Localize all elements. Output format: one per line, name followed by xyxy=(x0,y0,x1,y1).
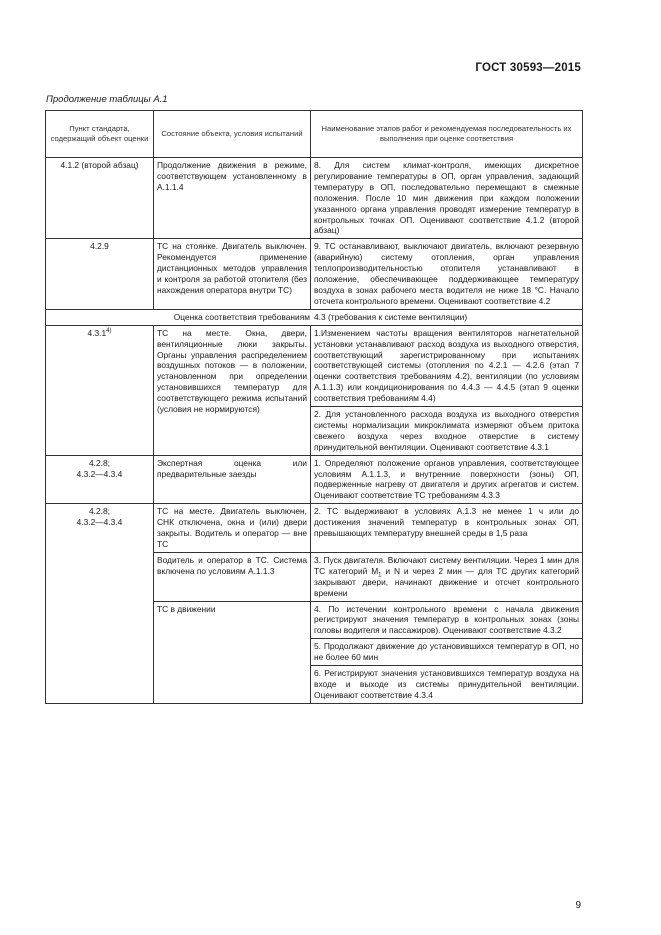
clause-cell xyxy=(46,504,154,704)
conditions-cell: ТС на стоянке. Двигатель выключен. Рекомендуется применение дистанционных методов управления и контроля за работой отопителя (без нахождения оператора внутри ТС) xyxy=(154,239,311,309)
clause-cell xyxy=(46,325,154,455)
stage-cell xyxy=(311,552,583,601)
conditions-cell: Водитель и оператор в ТС. Система включена по условиям А.1.1.3 xyxy=(154,552,311,601)
table-row xyxy=(46,504,583,553)
section-heading-right: 4.3 (требования к системе вентиляции) xyxy=(314,311,468,322)
stage-cell: 4. По истечении контрольного времени с начала движения регистрируют значения температур в контрольных зонах (зоны головы водителя и пассажиров). Оценивают соответствие 4.3.2 xyxy=(311,601,583,639)
conditions-cell: Экспертная оценка или предварительные заезды xyxy=(154,455,311,504)
clause-cell xyxy=(46,455,154,504)
conditions-cell: ТС на месте. Двигатель выключен, СНК отключена, окна и (или) двери закрыты. Водитель и оператор — вне ТС xyxy=(154,504,311,553)
stage-cell: 1. Определяют положение органов управления, соответствующее условиям А.1.1.3, и внутренние поверхности (зоны) ОП, подверженные нагреву от двигателя и других агрегатов и систем. Оценивают соответствие ТС требованиям 4.3.3 xyxy=(311,455,583,504)
clause-number: 4.3.1 xyxy=(87,327,107,338)
stage-cell: 2. ТС выдерживают в условиях А.1.3 не менее 1 ч или до достижения значений температур в контрольных зонах ОП, превышающих температуру внешней среды в 1,5 раза xyxy=(311,504,583,553)
conditions-cell: ТС на месте. Окна, двери, вентиляционные люки закрыты. Органы управления распределением воздушных потоков — в положении, установленном при определении установившихся температур для соответствующего режима испытаний (условия не нормируются) xyxy=(154,325,311,455)
section-row xyxy=(46,309,583,325)
clause-line: 4.3.2—4.3.4 xyxy=(76,517,123,528)
table-row xyxy=(46,325,583,406)
column-header-conditions: Состояние объекта, условия испытаний xyxy=(154,111,311,158)
assessment-table xyxy=(45,110,583,704)
clause-line: 4.2.8; xyxy=(89,506,110,517)
clause-cell: 4.1.2 (второй абзац) xyxy=(46,158,154,239)
stage-cell: 8. Для систем климат-контроля, имеющих дискретное регулирование температуры в ОП, орган управления, задающий температуру в ОП, последовательно перемещают в смежные положения. После 10 мин движения при каждом положении указанного органа управления проводят измерение температур в контрольных точках ОП. Оценивают соответствие 4.1.2 (второй абзац) xyxy=(311,158,583,239)
table-header-row xyxy=(46,111,583,158)
stage-cell: 6. Регистрируют значения установившихся температур воздуха на входе и выходе из системы принудительной вентиляции. Оценивают соответствие 4.3.4 xyxy=(311,666,583,704)
stage-text: 3. Пуск двигателя. Включают систему вентиляции. Через 1 мин для ТС категорий М xyxy=(314,554,579,576)
clause-line: 4.2.8; xyxy=(89,457,110,468)
column-header-clause: Пункт стандарта, содержащий объект оценки xyxy=(46,111,154,158)
table-row xyxy=(46,455,583,504)
conditions-cell: Продолжение движения в режиме, соответствующем установленному в А.1.1.4 xyxy=(154,158,311,239)
document-code: ГОСТ 30593—2015 xyxy=(475,62,581,74)
table-row xyxy=(46,158,583,239)
category-subscript: 1 xyxy=(378,572,382,579)
stage-cell: 9. ТС останавливают, выключают двигатель, включают резервную (аварийную) систему отопления, орган управления теплопроизводительностью отопителя устанавливают в положение, обеспечивающее поддерживающее температуру воздуха в зонах рабочего места водителя не ниже 18 °С. Начало отсчета контрольного времени. Оценивают соответствие 4.2 xyxy=(311,239,583,309)
footnote-marker: 4) xyxy=(106,327,112,334)
conditions-cell: ТС в движении xyxy=(154,601,311,703)
section-heading xyxy=(46,309,583,325)
clause-line: 4.3.2—4.3.4 xyxy=(76,468,123,479)
page-number: 9 xyxy=(575,900,581,911)
stage-cell: 2. Для установленного расхода воздуха из выходного отверстия системы нормализации микроклимата измеряют объем притока свежего воздуха через входное отверстие в систему принудительной вентиляции. Оценивают соответствие 4.3.1 xyxy=(311,407,583,456)
stage-cell: 1.Изменением частоты вращения вентиляторов нагнетательной установки устанавливают расход воздуха из выходного отверстия, соответствующий зарегистрированному при испытаниях соответствующей системы (отопления по 4.2.1 — 4.2.6 (этап 7 оценки соответствия требованиям 4.2), вентиляции (по условиям А.1.1.3) или кондиционирования по 4.4.3 — 4.4.5 (этап 9 оценки соответствия требованиям 4.4) xyxy=(311,325,583,406)
column-header-stages: Наименование этапов работ и рекомендуемая последовательность их выполнения при оценке соответствия xyxy=(311,111,583,158)
stage-text: и N и через 2 мин — для ТС других категорий закрывают двери, начинают движение и отсчет контрольного времени xyxy=(314,565,579,598)
table-row xyxy=(46,239,583,309)
table-caption: Продолжение таблицы А.1 xyxy=(46,94,168,105)
stage-cell: 5. Продолжают движение до установившихся температур в ОП, но не более 60 мин xyxy=(311,639,583,666)
section-heading-left: Оценка соответствия требованиям xyxy=(173,311,310,322)
clause-cell: 4.2.9 xyxy=(46,239,154,309)
